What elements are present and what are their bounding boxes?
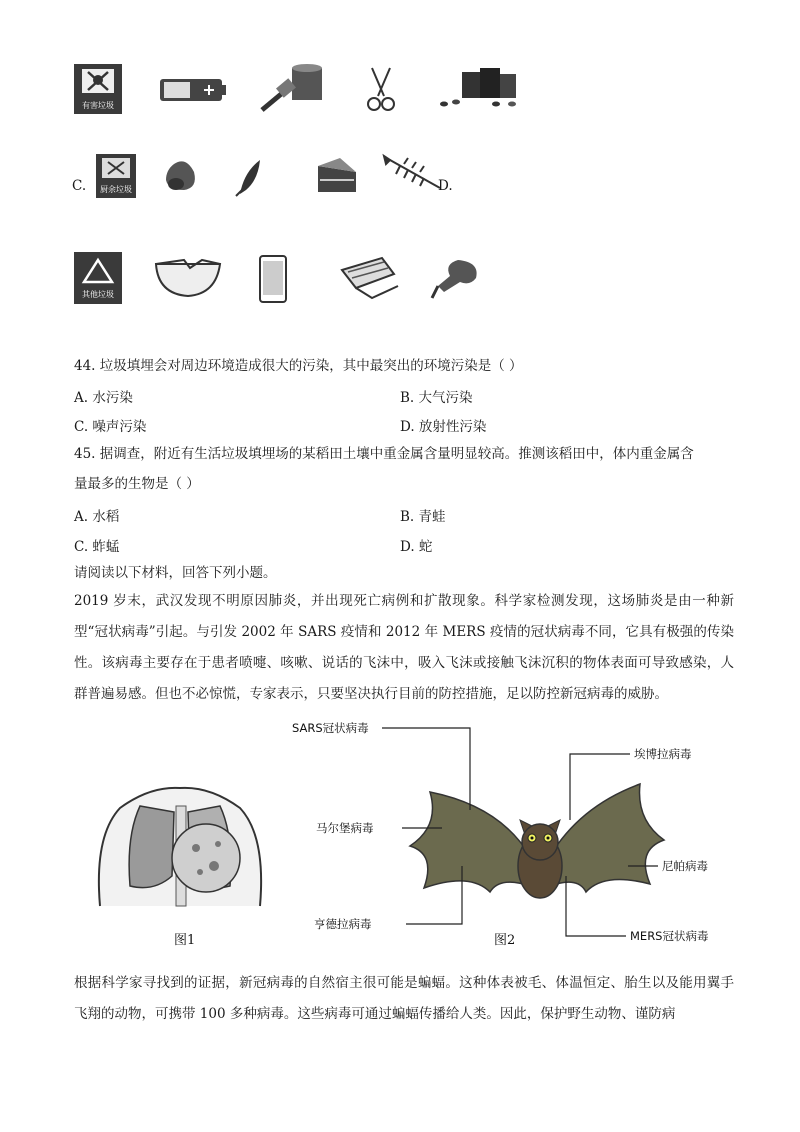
hazardous-waste-sign-icon [74, 64, 122, 114]
q45-option-d: D. 蛇 [400, 539, 433, 555]
icon-row-kitchen [90, 150, 450, 206]
mobile-phone-icon [260, 256, 286, 302]
chest-lungs-illustration [99, 788, 261, 906]
pill-bottles-icon [440, 68, 516, 107]
option-d-label: D. [438, 178, 453, 194]
reading-paragraph-2: 根据科学家寻找到的证据，新冠病毒的自然宿主很可能是蝙蝠。这种体表被毛、体温恒定、胎生以及能用翼手飞翔的动物，可携带 100 多种病毒。这些病毒可通过蝙蝠传播给人类。因此，保护野生动物、谨防病 [74, 975, 734, 1022]
icon-row-2-graphic [90, 150, 450, 206]
scissors-icon [368, 68, 394, 110]
q45-option-a: A. 水稻 [74, 509, 120, 525]
option-c-label: C. [72, 178, 87, 194]
q45-option-c: C. 蚱蜢 [74, 539, 120, 555]
hazardous-sign-label: 有害垃圾 [82, 101, 114, 110]
callout-hendra: 亨德拉病毒 [314, 917, 372, 931]
bat-illustration [410, 784, 664, 898]
other-waste-sign-icon [74, 252, 122, 304]
reading-paragraph-1: 2019 岁末，武汉发现不明原因肺炎，并出现死亡病例和扩散现象。科学家检测发现，这场肺炎是由一种新型“冠状病毒”引起。与引发 2002 年 SARS 疫情和 2012 年 MERS 疫情的冠状病毒不同，它具有极强的传染性。该病毒主要存在于患者喷嚏、咳嗽、说话的飞沫中，吸入飞沫或接触飞沫沉积的物体表面可导致感染，人群普遍易感。但也不必惊慌，专家表示，只要坚决执行目前的防控措施，足以防控新冠病毒的威胁。 [74, 593, 734, 702]
vegetable-peel-icon [166, 161, 195, 190]
icon-row-3-graphic [72, 250, 492, 310]
leaves-icon [236, 160, 260, 196]
q44-option-c: C. 噪声污染 [74, 419, 147, 435]
figures-graphic [80, 716, 740, 956]
other-sign-label: 其他垃圾 [82, 290, 114, 299]
reading-intro: 请阅读以下材料，回答下列小题。 [74, 565, 277, 581]
question-45-stem-line2: 量最多的生物是（ ） [74, 476, 200, 492]
paint-can-brush-icon [262, 64, 322, 110]
q44-option-d: D. 放射性污染 [400, 419, 487, 435]
q44-option-b: B. 大气污染 [400, 390, 473, 406]
callout-marburg: 马尔堡病毒 [316, 821, 374, 835]
kitchen-sign-label: 厨余垃圾 [100, 185, 132, 194]
cake-icon [318, 158, 356, 192]
callout-ebola: 埃博拉病毒 [634, 747, 692, 761]
fish-bone-icon [384, 156, 440, 188]
callout-nipah: 尼帕病毒 [662, 859, 708, 873]
question-45-stem-line1: 45. 据调查，附近有生活垃圾填埋场的某稻田土壤中重金属含量明显较高。推测该稻田中，体内重金属含 [74, 446, 694, 462]
figure-2-caption: 图2 [494, 933, 516, 948]
q45-option-b: B. 青蛙 [400, 509, 446, 525]
callout-sars: SARS冠状病毒 [292, 721, 369, 735]
callout-mers: MERS冠状病毒 [630, 929, 709, 943]
icon-row-1-graphic [72, 60, 542, 120]
light-bulb-icon [432, 260, 477, 298]
figures-area [80, 716, 740, 956]
figure-1-caption: 图1 [174, 933, 196, 948]
food-container-icon [342, 258, 398, 298]
q44-option-a: A. 水污染 [74, 390, 133, 406]
icon-row-hazardous [72, 60, 542, 120]
broken-bowl-icon [156, 260, 220, 296]
kitchen-waste-sign-icon [96, 154, 136, 198]
question-44-stem: 44. 垃圾填埋会对周边环境造成很大的污染，其中最突出的环境污染是（ ） [74, 358, 523, 374]
battery-icon [160, 79, 226, 101]
icon-row-other [72, 250, 492, 310]
